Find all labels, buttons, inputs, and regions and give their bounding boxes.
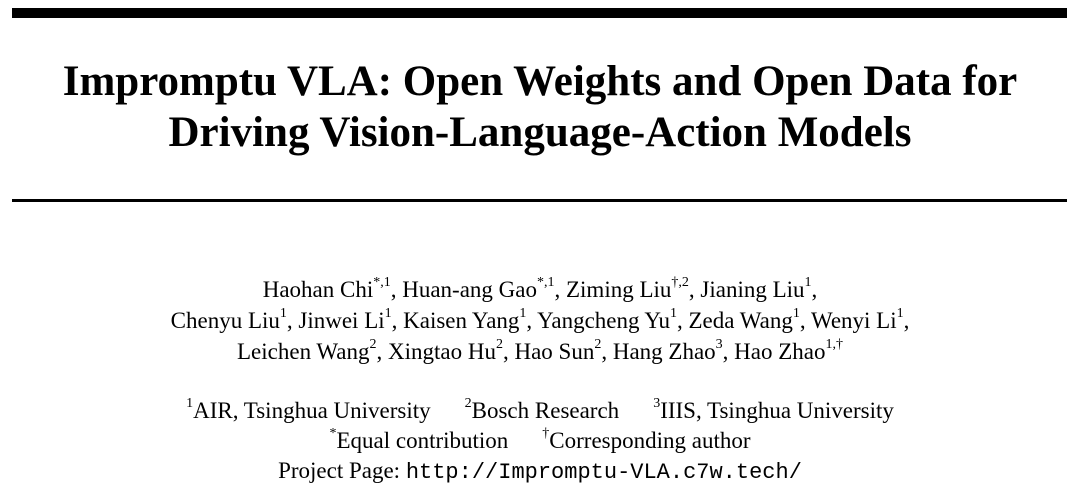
author-name: Hang Zhao <box>612 339 716 364</box>
author-name: Hao Zhao <box>734 339 826 364</box>
author-separator: , <box>526 308 538 333</box>
author-affiliation-mark: *,1 <box>373 275 391 291</box>
author-name: Ziming Liu <box>565 277 672 302</box>
author-affiliation-mark: 1 <box>519 306 527 322</box>
author-affiliation-mark: 1 <box>792 306 800 322</box>
author-name: Wenyi Li <box>810 308 897 333</box>
author-affiliation-mark: 3 <box>715 337 723 353</box>
author-affiliation-mark: 1 <box>896 306 904 322</box>
author-affiliation-mark: 1 <box>804 275 812 291</box>
author-affiliation-mark: 1 <box>279 306 287 322</box>
author-name: Leichen Wang <box>237 339 370 364</box>
corresponding-author-note: Corresponding author <box>549 428 751 453</box>
title-bottom-rule <box>12 199 1067 202</box>
author-name: Jinwei Li <box>298 308 385 333</box>
author-separator: , <box>601 339 613 364</box>
author-name: Huan-ang Gao <box>402 277 537 302</box>
author-name: Haohan Chi <box>262 277 374 302</box>
author-name: Zeda Wang <box>688 308 793 333</box>
project-page-line <box>0 456 1080 488</box>
author-line-1 <box>0 274 1080 305</box>
author-separator: , <box>811 277 818 302</box>
author-separator: , <box>554 277 566 302</box>
author-separator: , <box>799 308 811 333</box>
author-affiliation-mark: 1 <box>384 306 392 322</box>
project-page-link[interactable]: http://Impromptu-VLA.c7w.tech/ <box>405 460 802 485</box>
author-separator: , <box>390 277 403 302</box>
author-separator: , <box>391 308 404 333</box>
project-page-label: Project Page: <box>278 458 406 483</box>
footnote-line <box>0 426 1080 456</box>
note-mark: † <box>542 426 550 442</box>
author-affiliation-mark: 2 <box>495 337 503 353</box>
author-affiliation-mark: *,1 <box>536 275 555 291</box>
author-separator: , <box>676 308 689 333</box>
affiliation-name: AIR, Tsinghua University <box>193 398 431 423</box>
affiliation-mark: 1 <box>186 396 194 412</box>
top-rule <box>12 8 1067 18</box>
affiliation-mark: 3 <box>653 396 661 412</box>
title-line-2: Driving Vision-Language-Action Models <box>168 109 912 156</box>
author-name: Kaisen Yang <box>403 308 520 333</box>
author-name: Jianing Liu <box>700 277 805 302</box>
note-mark: * <box>329 426 337 442</box>
affiliation-name: IIIS, Tsinghua University <box>660 398 894 423</box>
author-line-2 <box>0 305 1080 336</box>
affiliation-line <box>0 396 1080 426</box>
paper-title <box>0 56 1080 158</box>
author-separator: , <box>722 339 735 364</box>
affiliation-mark: 2 <box>464 396 472 412</box>
author-name: Xingtao Hu <box>387 339 496 364</box>
title-line-1: Impromptu VLA: Open Weights and Open Data for <box>62 58 1018 105</box>
author-name: Chenyu Liu <box>170 308 280 333</box>
author-name: Hao Sun <box>514 339 595 364</box>
author-affiliation-mark: 1 <box>669 306 677 322</box>
author-separator: , <box>502 339 515 364</box>
affiliation-name: Bosch Research <box>471 398 620 423</box>
author-affiliation-mark: 2 <box>594 337 602 353</box>
author-name: Yangcheng Yu <box>537 308 670 333</box>
equal-contribution-note: Equal contribution <box>336 428 509 453</box>
author-line-3 <box>0 336 1080 367</box>
author-affiliation-mark: 2 <box>369 337 377 353</box>
author-list <box>0 274 1080 367</box>
author-separator: , <box>688 277 701 302</box>
author-separator: , <box>286 308 299 333</box>
author-separator: , <box>903 308 910 333</box>
affiliations-block <box>0 396 1080 488</box>
author-affiliation-mark: †,2 <box>671 275 689 291</box>
author-affiliation-mark: 1,† <box>825 337 843 353</box>
author-separator: , <box>376 339 388 364</box>
